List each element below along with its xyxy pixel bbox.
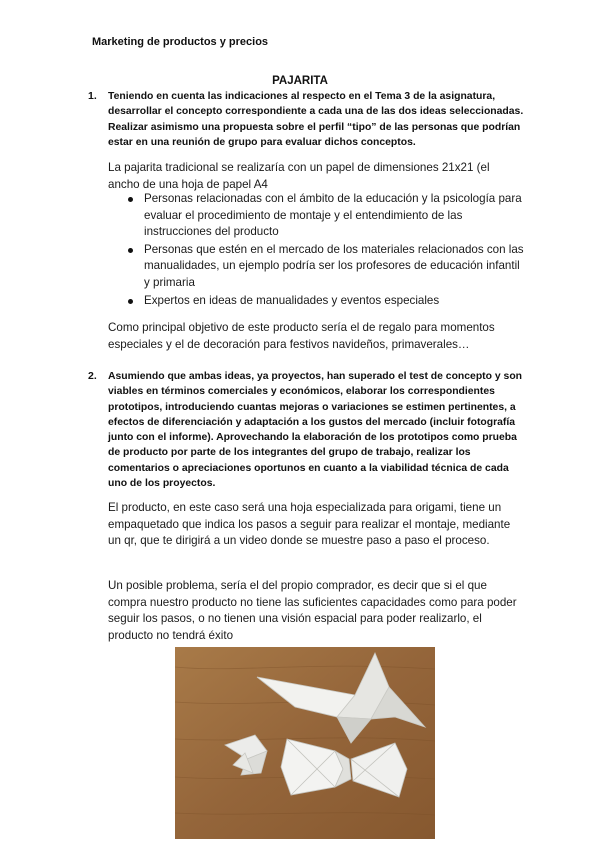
section-1-closing: Como principal objetivo de este producto sería el de regalo para momentos especiales y el de decoración para festivos navideños, primaverales… (108, 321, 495, 351)
profile-bullet-list (126, 191, 526, 310)
bullet-icon (128, 248, 133, 253)
section-1-number: 1. (88, 90, 97, 102)
list-item: Expertos en ideas de manualidades y eventos especiales (126, 293, 526, 310)
list-item: Personas relacionadas con el ámbito de la educación y la psicología para evaluar el procedimiento de montaje y el entendimiento de las instrucciones del producto (126, 191, 526, 241)
section-2-number: 2. (88, 370, 97, 382)
list-item: Personas que estén en el mercado de los materiales relacionados con las manualidades, un ejemplo podría ser los profesores de educación infantil y primaria (126, 242, 526, 292)
bullet-icon (128, 197, 133, 202)
section-2-paragraph-1: El producto, en este caso será una hoja especializada para origami, tiene un empaquetado que indica los pasos a seguir para realizar el montaje, mediante un qr, que te dirigirá a un video donde se muestre paso a paso el proceso. (108, 501, 511, 548)
section-1-intro: La pajarita tradicional se realizaría con un papel de dimensiones 21x21 (el ancho de una hoja de papel A4 (108, 161, 490, 191)
bullet-icon (128, 299, 133, 304)
document-header: Marketing de productos y precios (92, 36, 269, 48)
page-title: PAJARITA (272, 75, 328, 87)
section-2-paragraph-2: Un posible problema, sería el del propio comprador, es decir que si el que compra nuestro producto no tiene las suficientes capacidades como para poder seguir los pasos, o no tienen una visión espacial para poder realizarlo, el producto no tendrá éxito (108, 579, 517, 642)
origami-prototype-photo (175, 647, 435, 839)
section-1-question: Teniendo en cuenta las indicaciones al respecto en el Tema 3 de la asignatura, desarrollar el concepto correspondiente a cada una de las dos ideas seleccionadas. Realizar asimismo una propuesta sobre el perfil “tipo” de las personas que podrían estar en una reunión de grupo para evaluar dichos conceptos. (108, 91, 524, 148)
section-2-question: Asumiendo que ambas ideas, ya proyectos, han superado el test de concepto y son viables en términos comerciales y económicos, elaborar los correspondientes prototipos, introduciendo cuantas mejoras o variaciones se estimen pertinentes, a efectos de diferenciación y adaptación a los gustos del mercado (incluir fotografía junto con el informe). Aprovechando la elaboración de los prototipos como prueba de producto por parte de los integrantes del grupo de trabajo, realizar los comentarios o apreciaciones oportunos en cuanto a la viabilidad técnica de cada uno de los proyectos. (108, 371, 523, 490)
